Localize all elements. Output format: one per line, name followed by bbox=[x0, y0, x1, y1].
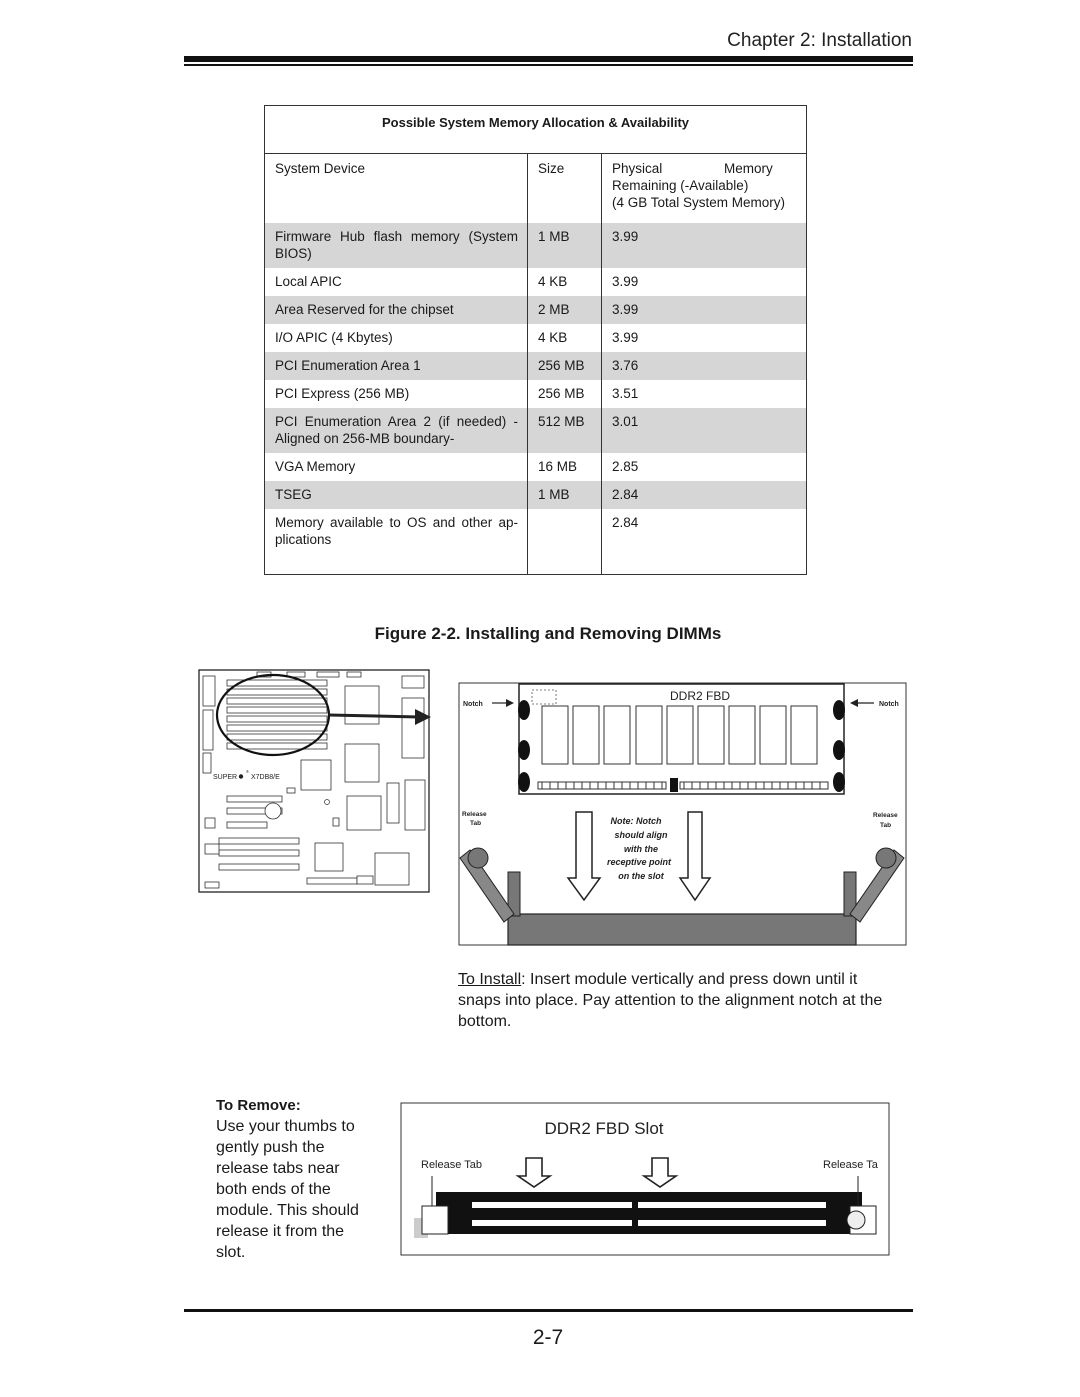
cell-remaining: 2.85 bbox=[602, 453, 807, 481]
slot-diagram-title: DDR2 FBD Slot bbox=[544, 1119, 664, 1138]
cell-remaining: 2.84 bbox=[602, 481, 807, 509]
dimm-pins-left bbox=[538, 782, 666, 789]
cell-size bbox=[528, 509, 602, 575]
column-header-size: Size bbox=[528, 154, 602, 224]
table-row bbox=[265, 509, 807, 575]
dimm-slot-diagram bbox=[400, 1102, 891, 1257]
cell-remaining: 3.99 bbox=[602, 296, 807, 324]
table-row bbox=[265, 324, 807, 352]
cell-remaining: 3.51 bbox=[602, 380, 807, 408]
cell-size: 256 MB bbox=[528, 352, 602, 380]
column-header-remaining-line1: Physical Memory bbox=[612, 161, 773, 176]
cell-size: 16 MB bbox=[528, 453, 602, 481]
memory-allocation-table bbox=[264, 105, 807, 575]
dimm-pins-right bbox=[680, 782, 828, 789]
column-header-device: System Device bbox=[265, 154, 528, 224]
cell-device: PCI Enumeration Area 2 (if needed) -Aligned on 256-MB boundary- bbox=[265, 408, 528, 453]
cell-size: 2 MB bbox=[528, 296, 602, 324]
note-line: receptive point bbox=[606, 857, 672, 867]
cell-remaining: 2.84 bbox=[602, 509, 807, 575]
remove-label: To Remove: bbox=[216, 1097, 301, 1114]
cell-size: 1 MB bbox=[528, 481, 602, 509]
release-tab-label-left-line1: Release bbox=[462, 811, 487, 818]
board-model: X7DB8/E bbox=[251, 774, 280, 781]
cell-device: Memory available to OS and other ap- plications bbox=[265, 509, 528, 575]
dimm-module-label: DDR2 FBD bbox=[669, 689, 731, 703]
dimm-installation-diagram bbox=[458, 682, 907, 947]
dimm-key-notch bbox=[670, 778, 678, 792]
board-brand: SUPER bbox=[213, 774, 238, 781]
table-header-row bbox=[265, 154, 807, 224]
cell-size: 1 MB bbox=[528, 223, 602, 268]
cell-device: PCI Express (256 MB) bbox=[265, 380, 528, 408]
note-line: should align bbox=[614, 830, 668, 840]
install-label: To Install bbox=[458, 971, 522, 988]
note-line: with the bbox=[624, 844, 658, 854]
cell-remaining: 3.99 bbox=[602, 324, 807, 352]
slot-release-tab-left bbox=[422, 1206, 448, 1234]
cell-device: VGA Memory bbox=[265, 453, 528, 481]
figure-caption: Figure 2-2. Installing and Removing DIMMs bbox=[374, 624, 722, 643]
notch-label-right: Notch bbox=[879, 701, 899, 708]
table-row bbox=[265, 380, 807, 408]
column-header-remaining bbox=[602, 154, 807, 224]
release-tab-label-right-line1: Release bbox=[873, 812, 898, 819]
install-text: : Insert module vertically and press down until it snaps into place. Pay attention to the alignment notch at the bottom. bbox=[458, 971, 883, 1030]
pointer-arrow-line bbox=[329, 715, 419, 717]
notch-label-left: Notch bbox=[463, 701, 483, 708]
table-row bbox=[265, 223, 807, 268]
note-line: on the slot bbox=[618, 871, 664, 881]
cell-size: 4 KB bbox=[528, 324, 602, 352]
table-row bbox=[265, 481, 807, 509]
cell-remaining: 3.99 bbox=[602, 268, 807, 296]
cell-device: Firmware Hub flash memory (System BIOS) bbox=[265, 223, 528, 268]
board-battery bbox=[265, 803, 281, 819]
table-row bbox=[265, 296, 807, 324]
remove-instructions bbox=[216, 1095, 366, 1263]
cell-size: 4 KB bbox=[528, 268, 602, 296]
cell-size: 512 MB bbox=[528, 408, 602, 453]
table-row bbox=[265, 352, 807, 380]
page-number: 2-7 bbox=[532, 1326, 564, 1349]
cell-device: I/O APIC (4 Kbytes) bbox=[265, 324, 528, 352]
cell-remaining: 3.01 bbox=[602, 408, 807, 453]
cell-size: 256 MB bbox=[528, 380, 602, 408]
column-header-remaining-line3: (4 GB Total System Memory) bbox=[612, 195, 786, 210]
note-line: Note: Notch bbox=[610, 816, 662, 826]
install-instructions bbox=[458, 969, 890, 1032]
slot-release-tab-label-left: Release Tab bbox=[421, 1159, 482, 1171]
release-tab-label-left-line2: Tab bbox=[470, 820, 482, 827]
slot-release-tab-label-right: Release Ta bbox=[823, 1159, 878, 1171]
svg-text:®: ® bbox=[246, 769, 249, 774]
table-row bbox=[265, 268, 807, 296]
cell-device: PCI Enumeration Area 1 bbox=[265, 352, 528, 380]
motherboard-diagram bbox=[197, 668, 432, 896]
table-row bbox=[265, 453, 807, 481]
release-tab-label-right-line2: Tab bbox=[880, 822, 892, 829]
table-row bbox=[265, 408, 807, 453]
remove-text: Use your thumbs to gently push the release tabs near both ends of the module. This should release it from the slot. bbox=[216, 1118, 359, 1261]
cell-remaining: 3.99 bbox=[602, 223, 807, 268]
cell-device: Area Reserved for the chipset bbox=[265, 296, 528, 324]
footer-rule bbox=[184, 1309, 913, 1312]
chapter-title: Chapter 2: Installation bbox=[727, 30, 912, 51]
cell-device: TSEG bbox=[265, 481, 528, 509]
cell-device: Local APIC bbox=[265, 268, 528, 296]
header-rule bbox=[184, 56, 913, 62]
header-rule-thin bbox=[184, 64, 913, 66]
column-header-remaining-line2: Remaining (-Available) bbox=[612, 178, 749, 193]
cell-remaining: 3.76 bbox=[602, 352, 807, 380]
slot-body bbox=[436, 1192, 862, 1234]
table-title: Possible System Memory Allocation & Availability bbox=[265, 106, 807, 154]
dimm-memory-chips bbox=[542, 706, 817, 764]
dimm-slot bbox=[508, 914, 856, 945]
